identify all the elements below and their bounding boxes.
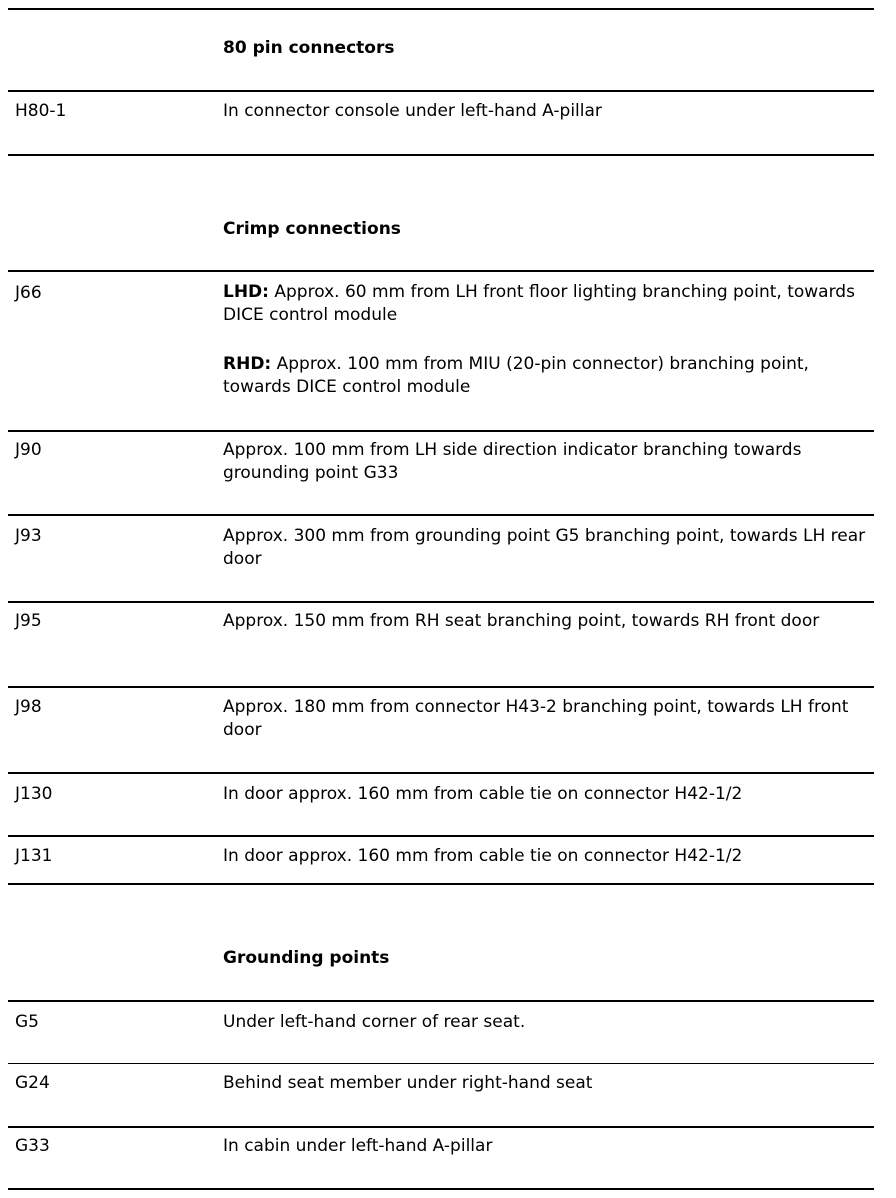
row-description-j131: In door approx. 160 mm from cable tie on connector H42-1/2 bbox=[223, 846, 743, 866]
row-description-j98: Approx. 180 mm from connector H43-2 branching point, towards LH front door bbox=[223, 697, 849, 740]
row-description-j95: Approx. 150 mm from RH seat branching point, towards RH front door bbox=[223, 611, 820, 631]
row-description-j90: Approx. 100 mm from LH side direction indicator branching towards grounding point G33 bbox=[223, 440, 802, 483]
table-rule bbox=[8, 430, 874, 432]
section-heading-crimp-connections: Crimp connections bbox=[223, 219, 401, 239]
j66-rhd-text: Approx. 100 mm from MIU (20-pin connector) branching point, towards DICE control module bbox=[223, 354, 809, 397]
row-code-j95: J95 bbox=[15, 611, 42, 631]
j66-lhd-label: LHD: bbox=[223, 282, 269, 302]
table-rule bbox=[8, 601, 874, 603]
table-rule bbox=[8, 1188, 874, 1190]
row-description-j130: In door approx. 160 mm from cable tie on connector H42-1/2 bbox=[223, 784, 743, 804]
row-code-g24: G24 bbox=[15, 1073, 50, 1093]
table-rule bbox=[8, 1000, 874, 1002]
row-code-j66: J66 bbox=[15, 283, 42, 303]
table-rule bbox=[8, 883, 874, 885]
table-rule bbox=[8, 154, 874, 156]
row-code-j130: J130 bbox=[15, 784, 53, 804]
row-description-g33: In cabin under left-hand A-pillar bbox=[223, 1136, 493, 1156]
table-rule bbox=[8, 1063, 874, 1064]
row-code-j131: J131 bbox=[15, 846, 53, 866]
table-rule bbox=[8, 1126, 874, 1128]
table-rule bbox=[8, 90, 874, 92]
row-code-j98: J98 bbox=[15, 697, 42, 717]
row-description-j93: Approx. 300 mm from grounding point G5 branching point, towards LH rear door bbox=[223, 526, 866, 569]
row-code-h80-1: H80-1 bbox=[15, 101, 67, 121]
row-code-j93: J93 bbox=[15, 526, 42, 546]
j66-rhd-paragraph bbox=[223, 353, 871, 399]
row-description-h80-1: In connector console under left-hand A-pillar bbox=[223, 101, 602, 121]
section-heading-80-pin-connectors: 80 pin connectors bbox=[223, 38, 395, 58]
table-rule bbox=[8, 686, 874, 688]
table-rule bbox=[8, 270, 874, 272]
table-rule bbox=[8, 8, 874, 10]
row-description-g24: Behind seat member under right-hand seat bbox=[223, 1073, 593, 1093]
j66-lhd-paragraph bbox=[223, 281, 871, 327]
j66-lhd-text: Approx. 60 mm from LH front floor lighting branching point, towards DICE control module bbox=[223, 282, 855, 325]
table-rule bbox=[8, 514, 874, 516]
table-rule bbox=[8, 835, 874, 837]
j66-rhd-label: RHD: bbox=[223, 354, 272, 374]
row-code-g5: G5 bbox=[15, 1012, 39, 1032]
section-heading-grounding-points: Grounding points bbox=[223, 948, 390, 968]
table-rule bbox=[8, 772, 874, 774]
row-description-g5: Under left-hand corner of rear seat. bbox=[223, 1012, 526, 1032]
row-description-j66 bbox=[223, 281, 871, 399]
row-code-j90: J90 bbox=[15, 440, 42, 460]
row-code-g33: G33 bbox=[15, 1136, 50, 1156]
